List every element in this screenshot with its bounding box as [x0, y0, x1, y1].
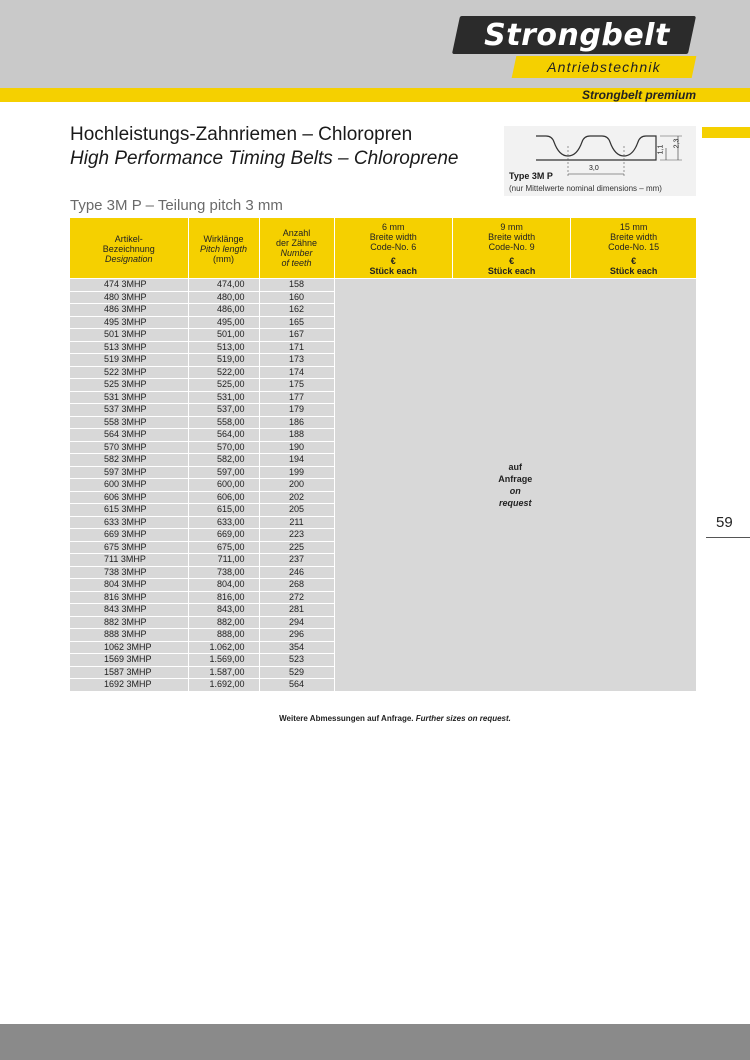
belt-table — [70, 218, 696, 691]
pitch-length-cell: 606,00 — [188, 491, 259, 504]
pitch-length-cell: 525,00 — [188, 379, 259, 392]
dim-height-1: 1,1 — [657, 144, 665, 155]
profile-type: Type 3M P — [509, 171, 553, 181]
header-text: 6 mm — [381, 222, 405, 232]
on-request-text: Anfrage — [498, 473, 533, 484]
teeth-cell: 237 — [259, 554, 334, 567]
designation-cell: 495 3MHP — [70, 316, 188, 329]
designation-cell: 711 3MHP — [70, 554, 188, 567]
teeth-cell: 162 — [259, 304, 334, 317]
teeth-cell: 167 — [259, 329, 334, 342]
header-text: Code-No. 15 — [608, 242, 660, 252]
designation-cell: 615 3MHP — [70, 504, 188, 517]
designation-cell: 816 3MHP — [70, 591, 188, 604]
header-pitch-length — [188, 218, 259, 279]
title-german: Hochleistungs-Zahnriemen – Chloropren — [70, 124, 413, 145]
profile-note: (nur Mittelwerte nominal dimensions – mm) — [509, 184, 662, 193]
teeth-cell: 354 — [259, 641, 334, 654]
pitch-length-cell: 501,00 — [188, 329, 259, 342]
teeth-cell: 175 — [259, 379, 334, 392]
footnote-german: Weitere Abmessungen auf Anfrage. — [279, 714, 414, 723]
pitch-length-cell: 882,00 — [188, 616, 259, 629]
pitch-length-cell: 564,00 — [188, 429, 259, 442]
header-text: Code-No. 6 — [370, 242, 417, 252]
teeth-cell: 296 — [259, 629, 334, 642]
designation-cell: 669 3MHP — [70, 529, 188, 542]
header-text: Stück each — [487, 266, 536, 276]
pitch-length-cell: 480,00 — [188, 291, 259, 304]
pitch-length-cell: 669,00 — [188, 529, 259, 542]
designation-cell: 501 3MHP — [70, 329, 188, 342]
on-request-text: on — [509, 485, 521, 496]
header-text: Designation — [104, 254, 153, 264]
designation-cell: 1587 3MHP — [70, 666, 188, 679]
header-text: € — [631, 256, 637, 266]
header-text: Bezeichnung — [102, 244, 155, 254]
table-body — [70, 279, 696, 691]
header-width-9 — [452, 218, 570, 279]
title-english: High Performance Timing Belts – Chloroprene — [70, 148, 459, 169]
pitch-length-cell: 486,00 — [188, 304, 259, 317]
designation-cell: 1062 3MHP — [70, 641, 188, 654]
teeth-cell: 205 — [259, 504, 334, 517]
on-request-text: request — [498, 497, 532, 508]
pitch-length-cell: 1.062,00 — [188, 641, 259, 654]
header-text: Artikel- — [114, 234, 143, 244]
header-width-15 — [571, 218, 696, 279]
header-text: of teeth — [281, 258, 312, 268]
pitch-length-cell: 558,00 — [188, 416, 259, 429]
designation-cell: 600 3MHP — [70, 479, 188, 492]
designation-cell: 1692 3MHP — [70, 679, 188, 691]
header-text: Breite width — [369, 232, 417, 242]
teeth-cell: 188 — [259, 429, 334, 442]
designation-cell: 597 3MHP — [70, 466, 188, 479]
teeth-cell: 294 — [259, 616, 334, 629]
header-text: Breite width — [610, 232, 658, 242]
teeth-cell: 160 — [259, 291, 334, 304]
table-row — [70, 279, 696, 292]
footer-band — [0, 1024, 750, 1060]
designation-cell: 522 3MHP — [70, 366, 188, 379]
pitch-length-cell: 843,00 — [188, 604, 259, 617]
teeth-cell: 158 — [259, 279, 334, 292]
designation-cell: 564 3MHP — [70, 429, 188, 442]
pitch-length-cell: 804,00 — [188, 579, 259, 592]
dim-pitch: 3,0 — [589, 165, 599, 172]
pitch-length-cell: 537,00 — [188, 404, 259, 417]
header-designation — [70, 218, 188, 279]
designation-cell: 537 3MHP — [70, 404, 188, 417]
designation-cell: 531 3MHP — [70, 391, 188, 404]
pitch-length-cell: 816,00 — [188, 591, 259, 604]
designation-cell: 480 3MHP — [70, 291, 188, 304]
teeth-cell: 246 — [259, 566, 334, 579]
designation-cell: 633 3MHP — [70, 516, 188, 529]
pitch-length-cell: 738,00 — [188, 566, 259, 579]
designation-cell: 582 3MHP — [70, 454, 188, 467]
on-request-cell — [334, 279, 696, 691]
header-text: € — [390, 256, 396, 266]
pitch-length-cell: 615,00 — [188, 504, 259, 517]
header-text: (mm) — [213, 254, 234, 264]
designation-cell: 519 3MHP — [70, 354, 188, 367]
header-text: Stück each — [369, 266, 417, 276]
teeth-cell: 179 — [259, 404, 334, 417]
teeth-cell: 173 — [259, 354, 334, 367]
designation-cell: 570 3MHP — [70, 441, 188, 454]
pitch-length-cell: 888,00 — [188, 629, 259, 642]
teeth-cell: 564 — [259, 679, 334, 691]
pitch-length-cell: 597,00 — [188, 466, 259, 479]
designation-cell: 843 3MHP — [70, 604, 188, 617]
table-header-row — [70, 218, 696, 279]
footnote-english: Further sizes on request. — [415, 714, 511, 723]
teeth-cell: 190 — [259, 441, 334, 454]
header-text: € — [509, 256, 515, 266]
teeth-cell: 268 — [259, 579, 334, 592]
header-text: Number — [280, 248, 313, 258]
section-heading: Type 3M P – Teilung pitch 3 mm — [70, 197, 283, 214]
dim-height-2: 2,3 — [673, 138, 681, 149]
pitch-length-cell: 519,00 — [188, 354, 259, 367]
brand-subtitle: Antriebstechnik — [547, 59, 661, 75]
brand-logo: Strongbelt — [484, 18, 670, 53]
designation-cell: 738 3MHP — [70, 566, 188, 579]
header-width-6 — [334, 218, 452, 279]
page-title — [70, 123, 458, 171]
page-number-rule — [706, 537, 750, 538]
header-teeth — [259, 218, 334, 279]
pitch-length-cell: 1.587,00 — [188, 666, 259, 679]
pitch-length-cell: 495,00 — [188, 316, 259, 329]
designation-cell: 525 3MHP — [70, 379, 188, 392]
designation-cell: 804 3MHP — [70, 579, 188, 592]
teeth-cell: 211 — [259, 516, 334, 529]
designation-cell: 675 3MHP — [70, 541, 188, 554]
on-request-text: auf — [508, 461, 522, 472]
pitch-length-cell: 522,00 — [188, 366, 259, 379]
pitch-length-cell: 570,00 — [188, 441, 259, 454]
header-text: Anzahl — [282, 228, 311, 238]
side-accent-bar — [702, 127, 750, 138]
designation-cell: 558 3MHP — [70, 416, 188, 429]
pitch-length-cell: 675,00 — [188, 541, 259, 554]
premium-label: Strongbelt premium — [581, 88, 696, 102]
pitch-length-cell: 474,00 — [188, 279, 259, 292]
designation-cell: 486 3MHP — [70, 304, 188, 317]
pitch-length-cell: 531,00 — [188, 391, 259, 404]
header-text: Breite width — [488, 232, 536, 242]
header-text: Wirklänge — [203, 234, 244, 244]
designation-cell: 474 3MHP — [70, 279, 188, 292]
pitch-length-cell: 513,00 — [188, 341, 259, 354]
designation-cell: 513 3MHP — [70, 341, 188, 354]
teeth-cell: 202 — [259, 491, 334, 504]
designation-cell: 606 3MHP — [70, 491, 188, 504]
teeth-cell: 281 — [259, 604, 334, 617]
teeth-cell: 272 — [259, 591, 334, 604]
teeth-cell: 194 — [259, 454, 334, 467]
teeth-cell: 200 — [259, 479, 334, 492]
designation-cell: 1569 3MHP — [70, 654, 188, 667]
teeth-cell: 523 — [259, 654, 334, 667]
pitch-length-cell: 600,00 — [188, 479, 259, 492]
teeth-cell: 199 — [259, 466, 334, 479]
header-text: der Zähne — [275, 238, 318, 248]
teeth-cell: 171 — [259, 341, 334, 354]
pitch-length-cell: 1.569,00 — [188, 654, 259, 667]
teeth-cell: 223 — [259, 529, 334, 542]
teeth-cell: 186 — [259, 416, 334, 429]
teeth-cell: 174 — [259, 366, 334, 379]
teeth-cell: 165 — [259, 316, 334, 329]
page-number: 59 — [716, 514, 733, 531]
pitch-length-cell: 582,00 — [188, 454, 259, 467]
footnote — [0, 714, 750, 723]
teeth-cell: 177 — [259, 391, 334, 404]
header-text: Pitch length — [199, 244, 248, 254]
pitch-length-cell: 633,00 — [188, 516, 259, 529]
pitch-length-cell: 711,00 — [188, 554, 259, 567]
designation-cell: 882 3MHP — [70, 616, 188, 629]
teeth-cell: 225 — [259, 541, 334, 554]
header-text: Code-No. 9 — [488, 242, 535, 252]
header-text: 9 mm — [500, 222, 523, 232]
designation-cell: 888 3MHP — [70, 629, 188, 642]
pitch-length-cell: 1.692,00 — [188, 679, 259, 691]
teeth-cell: 529 — [259, 666, 334, 679]
header-text: Stück each — [609, 266, 658, 276]
header-text: 15 mm — [619, 222, 648, 232]
